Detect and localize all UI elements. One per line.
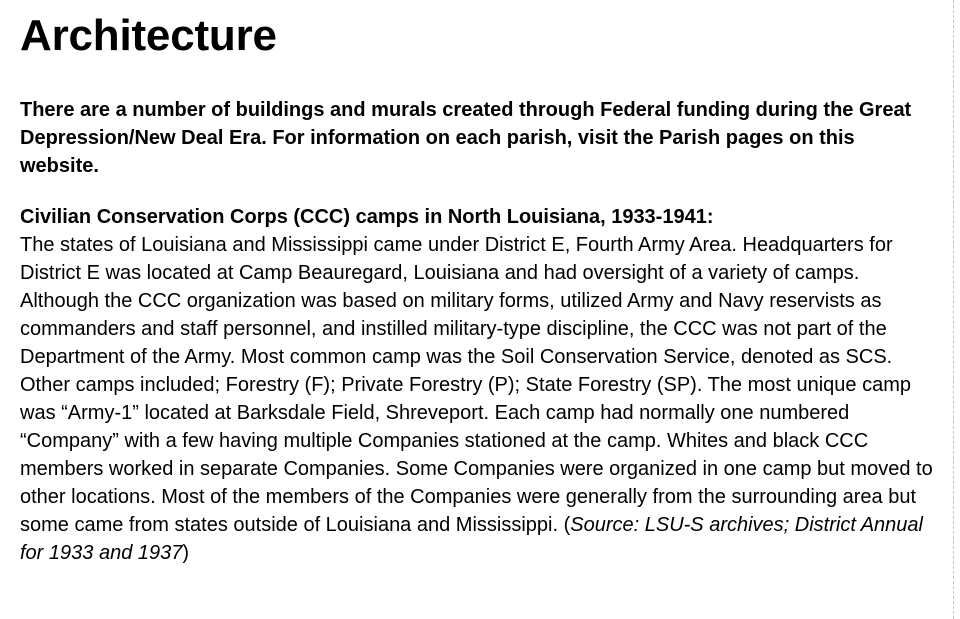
ccc-section [20,203,935,567]
intro-paragraph: There are a number of buildings and murals created through Federal funding during the Great Depression/New Deal Era. For information on each parish, visit the Parish pages on this website. [20,99,912,177]
page-edge-divider [953,0,954,619]
ccc-section-body: The states of Louisiana and Mississippi came under District E, Fourth Army Area. Headquarters for District E was located at Camp Beauregard, Louisiana and had oversight of a variety of camps. Although the CCC organization was based on military forms, utilized Army and Navy reservists as commanders and staff personnel, and instilled military-type discipline, the CCC was not part of the Department of the Army. Most common camp was the Soil Conservation Service, denoted as SCS. Other camps included; Forestry (F); Private Forestry (P); State Forestry (SP). The most unique camp was “Army-1” located at Barksdale Field, Shreveport. Each camp had normally one numbered “Company” with a few having multiple Companies stationed at the camp. Whites and black CCC members worked in separate Companies. Some Companies were organized in one camp but moved to other locations. Most of the members of the Companies were generally from the surrounding area but some came from states outside of Louisiana and Mississippi. ( [20,234,933,536]
ccc-section-heading: Civilian Conservation Corps (CCC) camps in North Louisiana, 1933-1941: [20,206,714,228]
page-title: Architecture [20,11,277,60]
closing-parenthesis: ) [182,542,190,564]
source-citation: Source: LSU-S archives; District Annual for 1933 and 1937 [20,514,923,564]
